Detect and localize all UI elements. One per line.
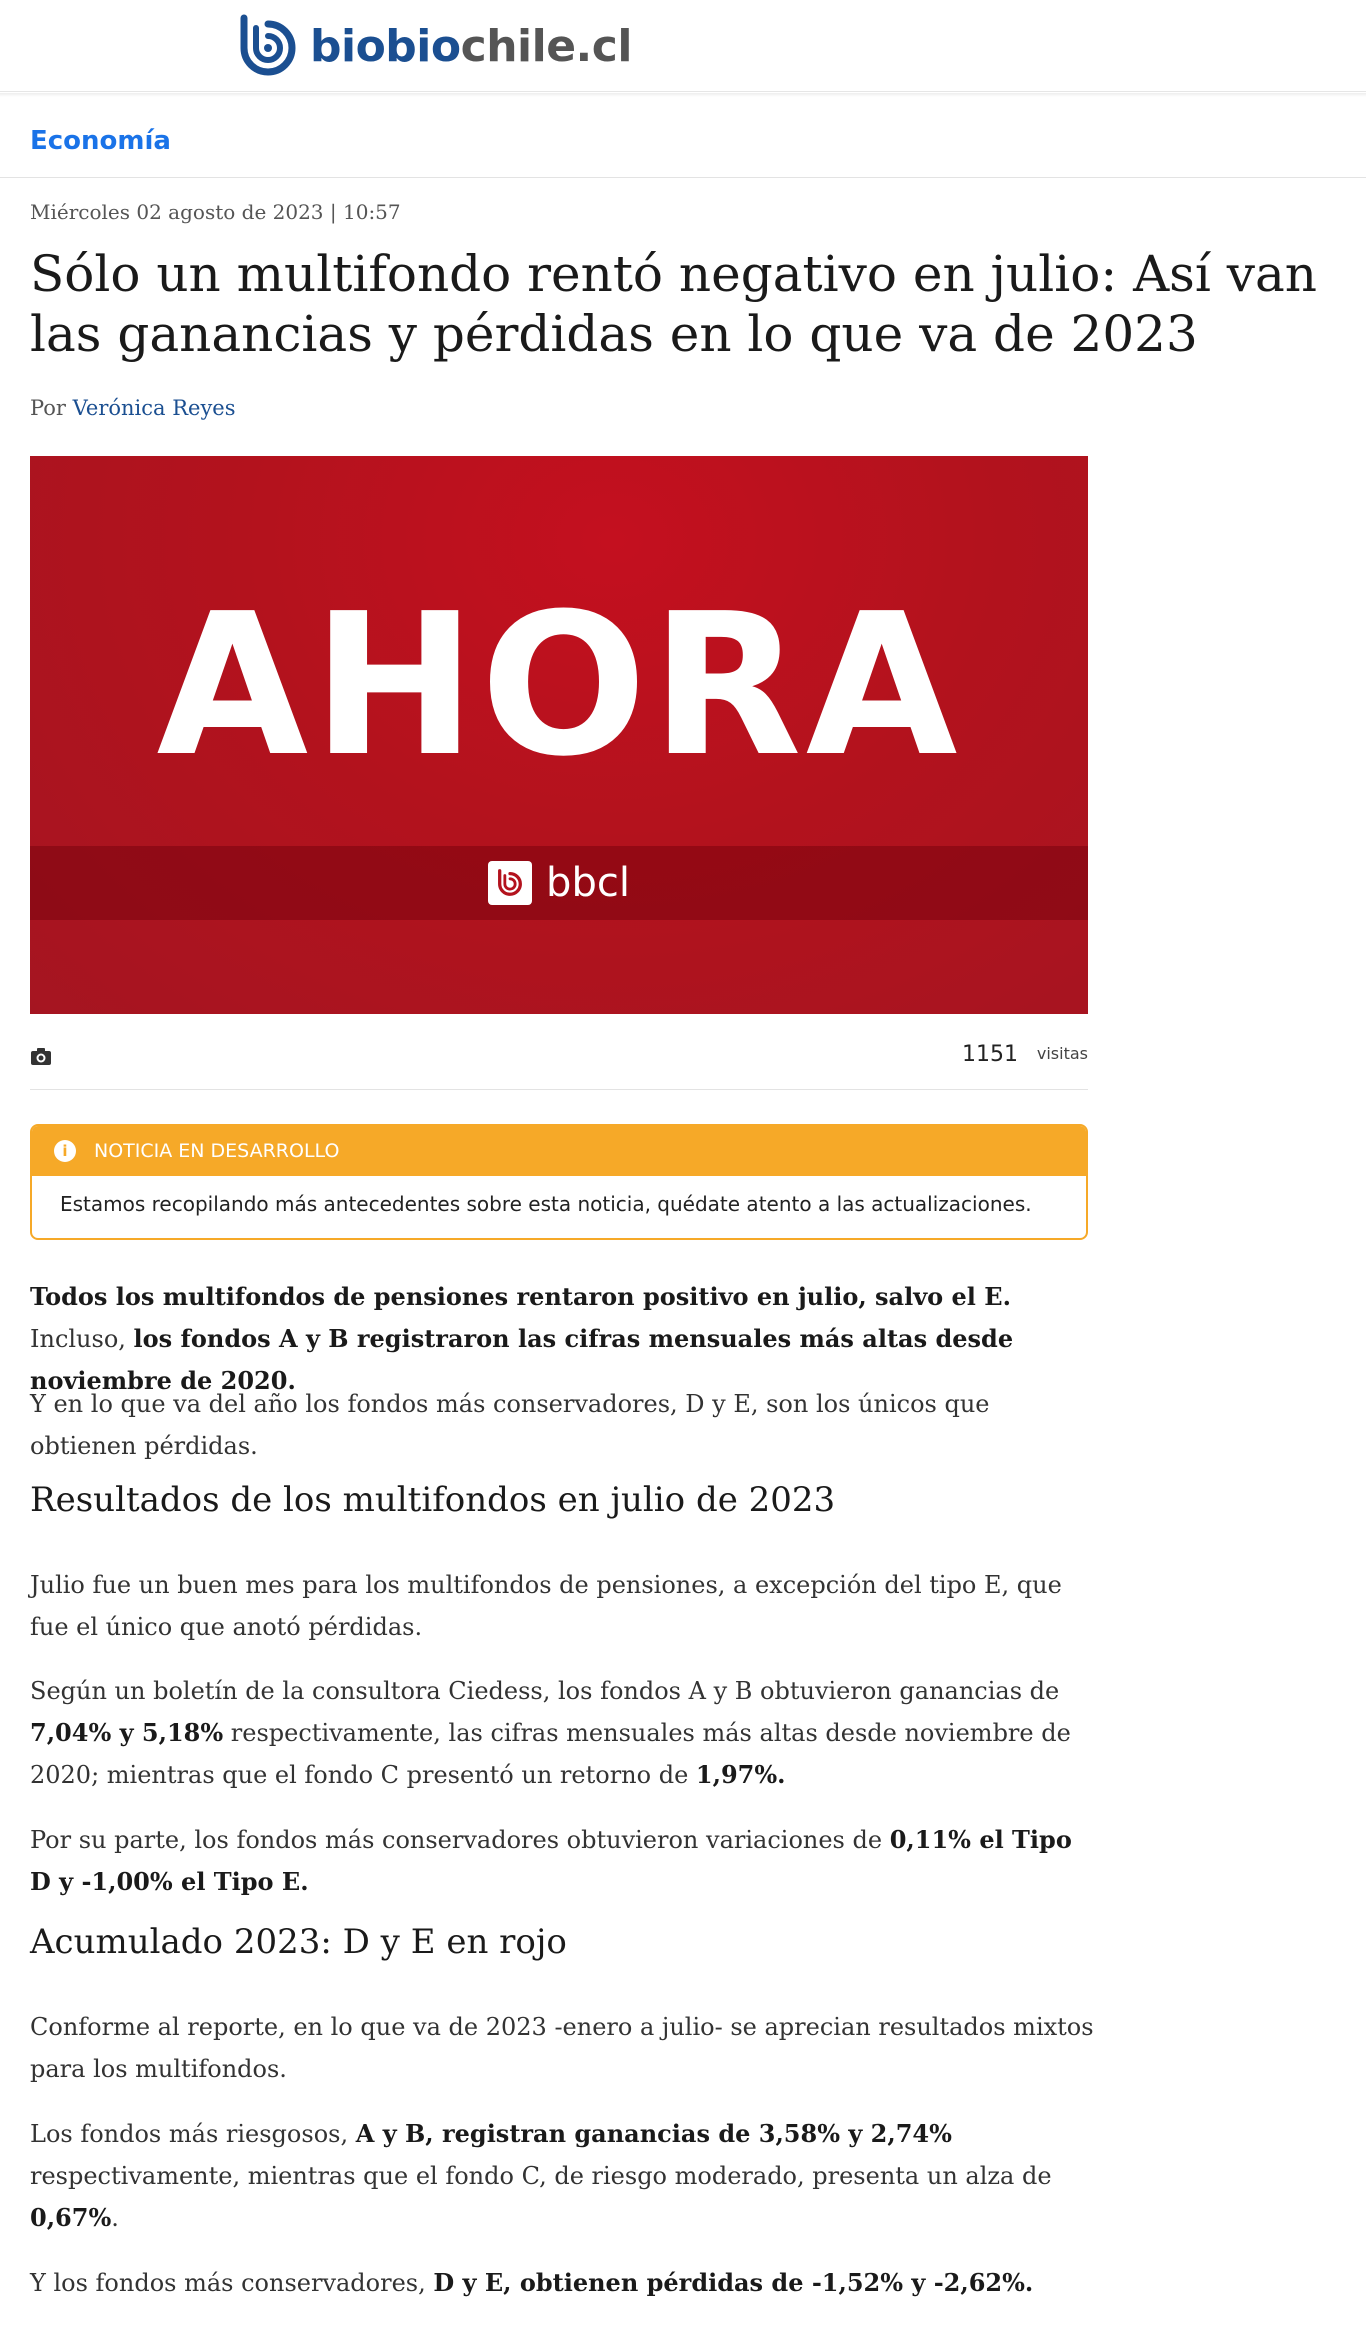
visits-label: visitas — [1036, 1044, 1088, 1063]
article-byline — [30, 396, 236, 420]
hero-brand: bbcl — [546, 860, 630, 906]
logo-text-part1: biobio — [310, 20, 461, 72]
header-shadow — [0, 93, 1366, 97]
paragraph-4-bold-b: 1,97%. — [695, 1760, 786, 1789]
hero-brand-band — [30, 846, 1088, 920]
paragraph-8-bold: D y E, obtienen pérdidas de -1,52% y -2,62%. — [433, 2268, 1034, 2297]
paragraph-7-text-c: . — [111, 2204, 119, 2232]
paragraph-6: Conforme al reporte, en lo que va de 2023 -enero a julio- se aprecian resultados mixtos para los multifondos. — [30, 2013, 1094, 2083]
paragraph-1-bold-b: los fondos A y B registraron las cifras mensuales más altas desde noviembre de 2020. — [30, 1324, 1014, 1395]
notice-title: NOTICIA EN DESARROLLO — [94, 1140, 340, 1162]
paragraph-4-text-b: respectivamente, las cifras mensuales más altas desde noviembre de 2020; mientras que el fondo C presentó un retorno de — [30, 1719, 1071, 1789]
camera-icon[interactable] — [30, 1046, 52, 1066]
bbcl-logo-icon — [488, 861, 532, 905]
paragraph-4-text-a: Según un boletín de la consultora Ciedess, los fondos A y B obtuvieron ganancias de — [30, 1677, 1060, 1705]
paragraph-5-text: Por su parte, los fondos más conservadores obtuvieron variaciones de — [30, 1826, 890, 1854]
article-date: Miércoles 02 agosto de 2023 | 10:57 — [30, 200, 401, 224]
author-link[interactable]: Verónica Reyes — [72, 396, 236, 420]
paragraph-5-bold: 0,11% el Tipo D y -1,00% el Tipo E. — [30, 1825, 1072, 1896]
byline-prefix: Por — [30, 396, 66, 420]
section-bar — [0, 98, 1366, 178]
paragraph-3: Julio fue un buen mes para los multifondos de pensiones, a excepción del tipo E, que fue el único que anotó pérdidas. — [30, 1571, 1062, 1641]
notice-header — [32, 1126, 1086, 1176]
site-header — [0, 0, 1366, 92]
paragraph-5 — [30, 1819, 1100, 1903]
developing-news-notice — [30, 1124, 1088, 1240]
article-headline: Sólo un multifondo rentó negativo en julio: Así van las ganancias y pérdidas en lo que va de 2023 — [30, 245, 1317, 363]
photo-meta-row — [30, 1034, 1088, 1090]
paragraph-7 — [30, 2113, 1100, 2239]
hero-title: AHORA — [156, 572, 962, 800]
paragraph-7-bold-a: A y B, registran ganancias de 3,58% y 2,74% — [355, 2119, 952, 2148]
paragraph-4 — [30, 1670, 1100, 1796]
paragraph-8 — [30, 2262, 1100, 2304]
paragraph-8-text: Y los fondos más conservadores, — [30, 2269, 434, 2297]
info-icon: i — [54, 1140, 76, 1162]
subheading-acumulado: Acumulado 2023: D y E en rojo — [30, 1922, 567, 1962]
paragraph-2: Y en lo que va del año los fondos más conservadores, D y E, son los únicos que obtienen pérdidas. — [30, 1390, 990, 1460]
paragraph-1-bold-a: Todos los multifondos de pensiones rentaron positivo en julio, salvo el E. — [30, 1282, 1011, 1311]
biobio-logo-icon — [236, 14, 300, 78]
paragraph-4-bold-a: 7,04% y 5,18% — [30, 1718, 224, 1747]
site-logo[interactable] — [236, 8, 632, 84]
paragraph-7-bold-b: 0,67% — [30, 2203, 112, 2232]
hero-image — [30, 456, 1088, 1014]
logo-text-part2: chile.cl — [460, 20, 632, 72]
subheading-julio: Resultados de los multifondos en julio de 2023 — [30, 1480, 836, 1520]
visits-count: 1151 — [962, 1042, 1018, 1067]
logo-text — [310, 21, 632, 72]
paragraph-1-text: Incluso, — [30, 1325, 134, 1353]
paragraph-7-text-b: respectivamente, mientras que el fondo C, de riesgo moderado, presenta un alza de — [30, 2162, 1052, 2190]
notice-body: Estamos recopilando más antecedentes sobre esta noticia, quédate atento a las actualizaciones. — [60, 1192, 1032, 1216]
section-link-economia[interactable]: Economía — [30, 126, 171, 156]
paragraph-7-text-a: Los fondos más riesgosos, — [30, 2120, 356, 2148]
